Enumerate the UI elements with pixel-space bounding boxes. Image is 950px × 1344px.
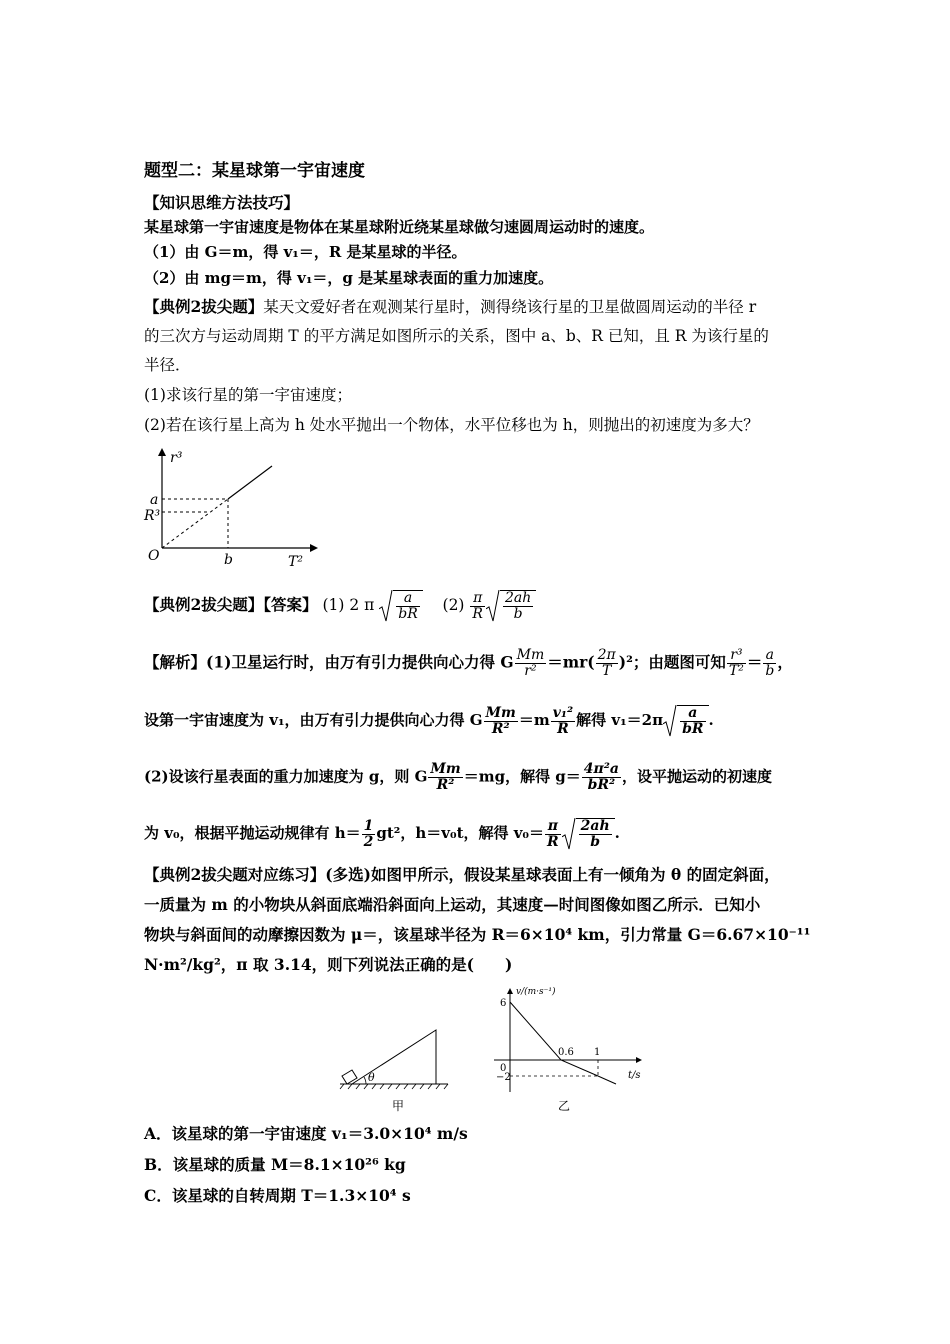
frac-num: 2π <box>597 647 616 663</box>
fraction <box>763 648 776 679</box>
section-title: 题型二：某星球第一宇宙速度 <box>144 161 365 181</box>
option-b: B．该星球的质量 M＝8.1×10²⁶ kg <box>144 1155 406 1174</box>
caption-yi: 乙 <box>558 1099 571 1113</box>
frac-num: 1 <box>363 817 374 834</box>
y-axis-arrow <box>158 448 166 456</box>
caption-jia: 甲 <box>392 1099 405 1113</box>
label-a: a <box>150 492 159 508</box>
example-label: 【典例2拔尖题】 <box>144 297 264 316</box>
solution-text: . <box>708 711 714 729</box>
frac-den: T <box>602 663 612 679</box>
y-axis-label: r³ <box>170 450 183 466</box>
sqrt <box>663 705 708 737</box>
example-question-2: (2)若在该行星上高为 h 处水平抛出一个物体，水平位移也为 h，则抛出的初速度为多大？ <box>144 416 759 434</box>
fraction <box>582 762 621 793</box>
solid-line-segment <box>228 466 272 499</box>
fraction <box>362 819 376 850</box>
frac-pi-over-R <box>470 591 485 622</box>
angle-label: θ <box>368 1071 375 1084</box>
example-text-2: 的三次方与运动周期 T 的平方满足如图所示的关系，图中 a、b、R 已知，且 R 为该行星的 <box>144 327 769 345</box>
frac-num: Mm <box>430 761 461 777</box>
t-axis-arrow <box>636 1057 642 1063</box>
frac-den: 2 <box>363 833 374 850</box>
practice-line-1 <box>144 864 780 886</box>
answer-part-2: (2) <box>442 596 465 614</box>
answer-label: 【典例2拔尖题】【答案】 <box>144 595 318 614</box>
frac-den: bR <box>398 606 418 622</box>
frac-den: R² <box>436 777 455 793</box>
label-r3: R³ <box>144 508 161 524</box>
example-line-1 <box>144 296 756 318</box>
knowledge-heading: 【知识思维方法技巧】 <box>144 193 300 212</box>
frac-num: a <box>763 648 776 664</box>
frac-den: bR² <box>587 777 616 793</box>
solution-text: 解得 v₁＝2π <box>576 711 664 729</box>
label-0: 0 <box>500 1063 507 1074</box>
velocity-extension <box>598 1076 616 1084</box>
fraction <box>596 648 618 679</box>
solution-label: 【解析】 <box>144 652 207 672</box>
option-c: C．该星球的自转周期 T＝1.3×10⁴ s <box>144 1186 411 1205</box>
frac-num: 4π²a <box>583 761 619 777</box>
fraction <box>428 762 462 793</box>
frac-den: R² <box>491 720 510 737</box>
solution-line-4 <box>144 818 620 850</box>
frac-den: R <box>557 720 569 737</box>
frac-den: bR <box>682 721 704 737</box>
practice-label: 【典例2拔尖题对应练习】 <box>144 865 326 884</box>
solution-text: 为 v₀，根据平抛运动规律有 h＝ <box>144 824 361 842</box>
fraction <box>484 706 518 737</box>
solution-line-2 <box>144 705 714 737</box>
figure-yi-vt-graph <box>488 980 658 1115</box>
solution-text: . <box>614 824 620 842</box>
frac-num: π <box>545 819 561 835</box>
label-neg2: −2 <box>496 1072 511 1083</box>
velocity-line <box>510 1002 601 1076</box>
v-axis-arrow <box>507 988 513 994</box>
practice-text-4: N·m²/kg²，π 取 3.14，则下列说法正确的是( ) <box>144 955 513 974</box>
t-axis-label: t/s <box>628 1070 641 1081</box>
example-question-1: (1)求该行星的第一宇宙速度； <box>144 386 352 404</box>
x-axis-arrow <box>310 544 318 552</box>
frac-num: Mm <box>516 647 545 663</box>
answer-part-1: (1) 2 π <box>322 596 375 614</box>
frac-num: 2ah <box>580 818 610 834</box>
frac-den: T² <box>728 663 744 679</box>
frac-num: Mm <box>485 704 516 721</box>
solution-text: )²；由题图可知 <box>618 652 726 672</box>
fraction <box>727 648 746 679</box>
figure-jia-incline <box>330 1020 460 1115</box>
incline-triangle <box>352 1030 436 1084</box>
fraction <box>515 648 547 679</box>
practice-text-1: (多选)如图甲所示，假设某星球表面上有一倾角为 θ 的固定斜面， <box>325 865 780 884</box>
frac-num: 2ah <box>504 590 532 606</box>
practice-text-3: 物块与斜面间的动摩擦因数为 μ＝，该星球半径为 R＝6×10⁴ km，引力常量 G＝6.67×10⁻¹¹ <box>144 925 811 944</box>
solution-text: gt²，h＝v₀t，解得 v₀＝ <box>376 824 545 842</box>
frac-den: R <box>472 605 483 622</box>
frac-den: R <box>547 833 559 850</box>
solution-text: ＝mr( <box>547 652 595 672</box>
solution-line-1 <box>144 648 793 679</box>
solution-text: ＝mg，解得 g＝ <box>463 767 581 786</box>
sqrt <box>562 818 615 850</box>
example-text-1: 某天文爱好者在观测某行星时，测得绕该行星的卫星做圆周运动的半径 r <box>263 298 757 316</box>
frac-num: a <box>680 706 705 722</box>
fraction <box>551 706 575 737</box>
solution-text: ，设平抛运动的初速度 <box>621 767 772 786</box>
origin-label: O <box>148 548 160 564</box>
sqrt-2ah-over-b <box>486 590 536 622</box>
practice-text-2: 一质量为 m 的小物块从斜面底端沿斜面向上运动，其速度—时间图像如图乙所示．已知小 <box>144 895 761 914</box>
solution-text: ， <box>777 652 793 672</box>
frac-num: a <box>396 591 420 607</box>
r3-t2-graph <box>140 444 330 572</box>
angle-arc <box>364 1077 366 1084</box>
knowledge-intro: 某星球第一宇宙速度是物体在某星球附近绕某星球做匀速圆周运动时的速度。 <box>144 218 655 236</box>
label-b: b <box>224 552 233 568</box>
fraction <box>545 819 561 850</box>
frac-den: b <box>765 663 775 679</box>
solution-text: 设第一宇宙速度为 v₁，由万有引力提供向心力得 G <box>144 711 483 729</box>
label-6: 6 <box>500 998 507 1009</box>
v-axis-label: v/(m·s⁻¹) <box>516 987 556 997</box>
frac-den: b <box>513 606 523 622</box>
frac-num: v₁² <box>552 704 574 721</box>
x-axis-label: T² <box>288 554 303 570</box>
knowledge-item-1: （1）由 G＝m，得 v₁＝，R 是某星球的半径。 <box>144 243 467 261</box>
solution-text: ＝ <box>746 652 763 672</box>
frac-den: b <box>590 834 601 850</box>
option-a: A．该星球的第一宇宙速度 v₁＝3.0×10⁴ m/s <box>144 1124 468 1143</box>
solution-text: (1)卫星运行时，由万有引力提供向心力得 G <box>206 652 514 672</box>
ground-hatch <box>340 1084 448 1089</box>
label-0-6: 0.6 <box>558 1047 574 1058</box>
label-1: 1 <box>594 1047 601 1058</box>
example-text-3: 半径． <box>144 356 191 374</box>
frac-num: r³ <box>727 648 746 664</box>
solution-text: ＝m <box>518 711 550 729</box>
solution-line-3 <box>144 762 772 793</box>
dashed-line-segment <box>162 499 228 548</box>
frac-num: π <box>470 591 485 607</box>
answer-line <box>144 590 536 622</box>
sqrt-a-over-bR <box>379 590 423 622</box>
solution-text: (2)设该行星表面的重力加速度为 g，则 G <box>144 767 428 786</box>
frac-den: r² <box>524 663 537 679</box>
knowledge-item-2: （2）由 mg＝m，得 v₁＝，g 是某星球表面的重力加速度。 <box>144 269 554 287</box>
